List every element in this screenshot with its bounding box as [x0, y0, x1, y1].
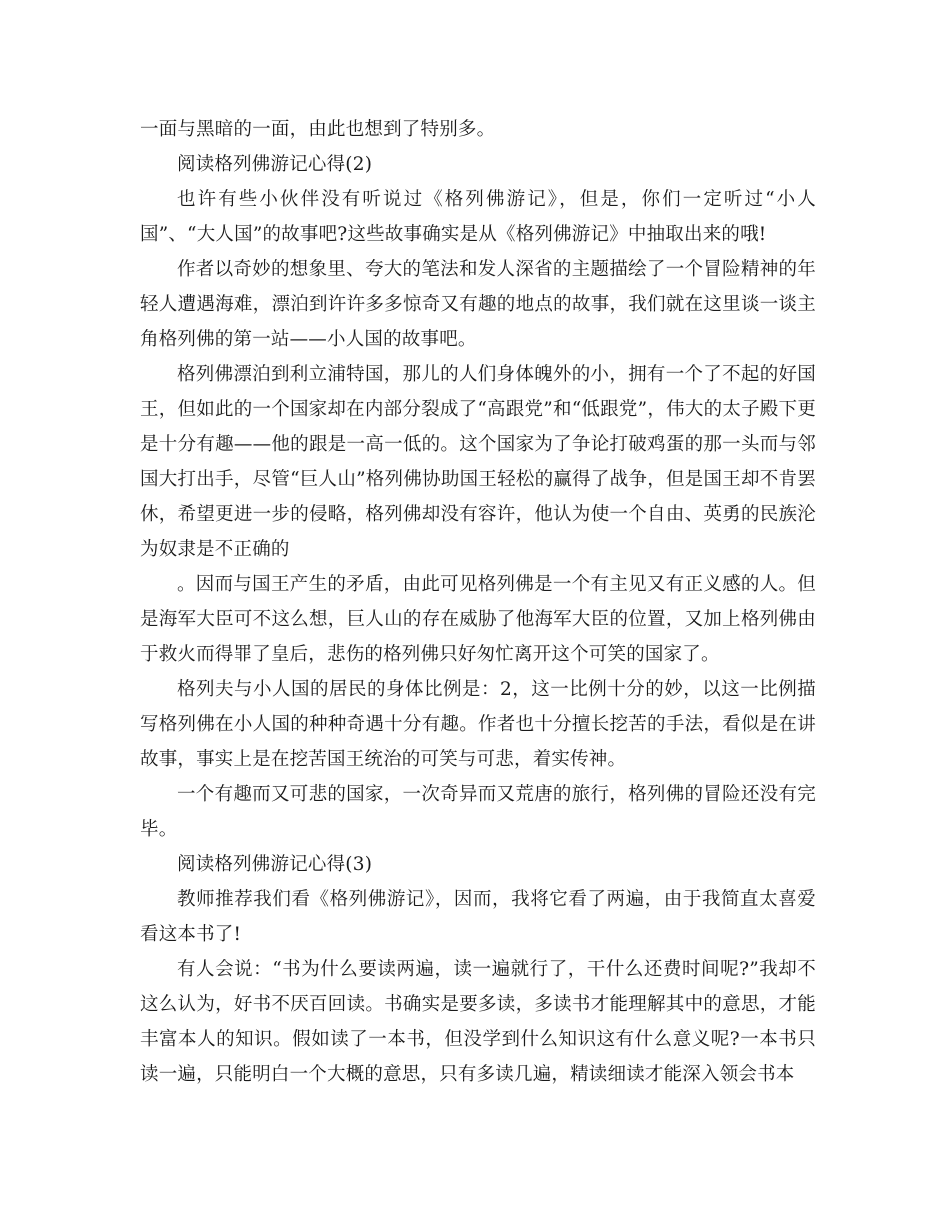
paragraph: 格列夫与小人国的居民的身体比例是：2，这一比例十分的妙，以这一比例描写格列佛在小人国的种种奇遇十分有趣。作者也十分擅长挖苦的手法，看似是在讲故事，事实上是在挖苦国王统治的可笑与可悲，着实传神。: [140, 679, 816, 770]
paragraph: 有人会说：“书为什么要读两遍，读一遍就行了，干什么还费时间呢?”我却不这么认为，好书不厌百回读。书确实是要多读，多读书才能理解其中的意思，才能丰富本人的知识。假如读了一本书，但没学到什么知识这有什么意义呢?一本书只读一遍，只能明白一个大概的意思，只有多读几遍，精读细读才能深入领会书本: [140, 959, 816, 1085]
section-heading-3: 阅读格列佛游记心得(3): [177, 854, 373, 875]
paragraph: 格列佛漂泊到利立浦特国，那儿的人们身体魄外的小，拥有一个了不起的好国王，但如此的一个国家却在内部分裂成了“高跟党”和“低跟党”，伟大的太子殿下更是十分有趣——他的跟是一高一低的。这个国家为了争论打破鸡蛋的那一头而与邻国大打出手，尽管“巨人山”格列佛协助国王轻松的赢得了战争，但是国王却不肯罢休，希望更进一步的侵略，格列佛却没有容许，他认为使一个自由、英勇的民族沦为奴隶是不正确的: [140, 364, 816, 560]
paragraph: 。因而与国王产生的矛盾，由此可见格列佛是一个有主见又有正义感的人。但是海军大臣可不这么想，巨人山的存在威胁了他海军大臣的位置，又加上格列佛由于救火而得罪了皇后，悲伤的格列佛只好匆忙离开这个可笑的国家了。: [140, 574, 816, 665]
section-heading-2: 阅读格列佛游记心得(2): [177, 154, 373, 175]
paragraph: 也许有些小伙伴没有听说过《格列佛游记》，但是，你们一定听过“小人国”、“大人国”的故事吧?这些故事确实是从《格列佛游记》中抽取出来的哦!: [140, 189, 816, 245]
paragraph-continuation: 一面与黑暗的一面，由此也想到了特别多。: [140, 119, 496, 140]
paragraph: 一个有趣而又可悲的国家，一次奇异而又荒唐的旅行，格列佛的冒险还没有完毕。: [140, 784, 816, 840]
paragraph: 作者以奇妙的想象里、夸大的笔法和发人深省的主题描绘了一个冒险精神的年轻人遭遇海难，漂泊到许许多多惊奇又有趣的地点的故事，我们就在这里谈一谈主角格列佛的第一站——小人国的故事吧。: [140, 259, 816, 350]
paragraph: 教师推荐我们看《格列佛游记》，因而，我将它看了两遍，由于我简直太喜爱看这本书了!: [140, 889, 816, 945]
document-body: [140, 112, 816, 1092]
